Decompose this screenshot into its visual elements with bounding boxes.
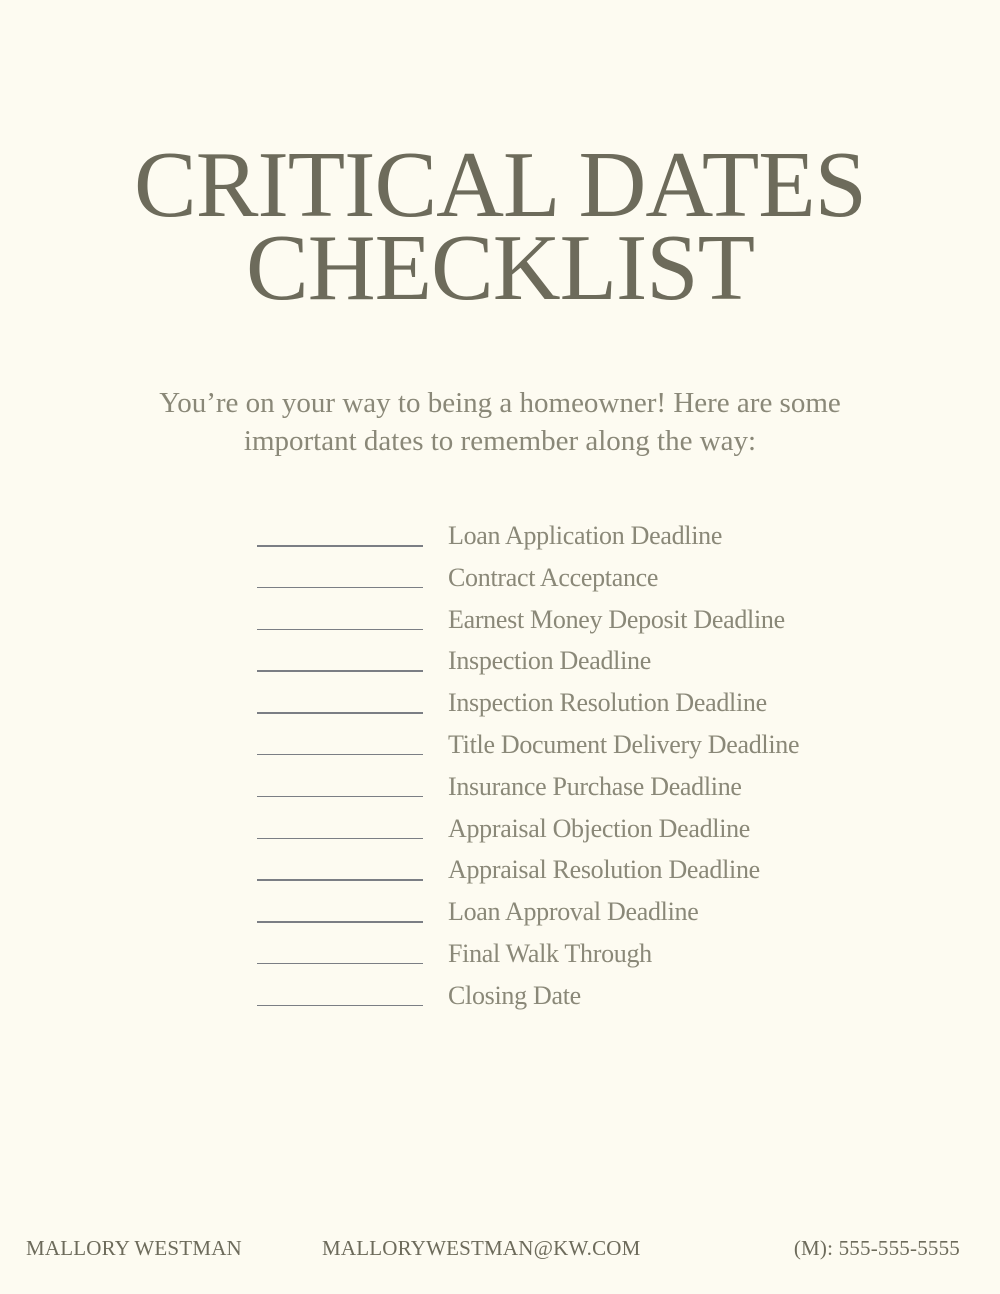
- date-fill-in-line[interactable]: [257, 921, 423, 923]
- agent-phone[interactable]: (M): 555-555-5555: [793, 1236, 960, 1260]
- checklist-item-label: Final Walk Through: [448, 938, 652, 968]
- date-fill-in-line[interactable]: [257, 712, 423, 714]
- date-fill-in-line[interactable]: [257, 1005, 423, 1007]
- checklist-item-inspection-resolution: [257, 685, 897, 727]
- checklist-item-label: Earnest Money Deposit Deadline: [448, 604, 785, 634]
- checklist-item-label: Inspection Resolution Deadline: [448, 688, 767, 718]
- agent-name: MALLORY WESTMAN: [26, 1236, 242, 1260]
- checklist-item-inspection: [257, 643, 897, 685]
- checklist-item-label: Loan Application Deadline: [448, 521, 723, 550]
- checklist-item-label: Inspection Deadline: [448, 646, 651, 676]
- date-fill-in-line[interactable]: [257, 545, 423, 547]
- date-fill-in-line[interactable]: [257, 838, 423, 840]
- checklist-item-contract-acceptance: [257, 560, 897, 602]
- checklist-item-appraisal-objection: [257, 811, 897, 853]
- checklist-item-insurance-purchase: [257, 769, 897, 811]
- date-fill-in-line[interactable]: [257, 629, 423, 631]
- checklist-item-label: Appraisal Resolution Deadline: [448, 855, 760, 885]
- date-fill-in-line[interactable]: [257, 754, 423, 756]
- checklist-item-appraisal-resolution: [257, 852, 897, 894]
- checklist-item-final-walk-through: [257, 936, 897, 978]
- checklist-item-earnest-money: [257, 602, 897, 644]
- date-fill-in-line[interactable]: [257, 796, 423, 798]
- date-fill-in-line[interactable]: [257, 670, 423, 672]
- date-fill-in-line[interactable]: [257, 963, 423, 965]
- checklist-item-loan-application: [257, 518, 897, 560]
- contact-footer: [0, 1236, 1000, 1268]
- date-fill-in-line[interactable]: [257, 879, 423, 881]
- intro-paragraph: [100, 384, 900, 460]
- checklist-item-label: Title Document Delivery Deadline: [448, 729, 800, 759]
- checklist-item-label: Contract Acceptance: [448, 562, 659, 592]
- page-title-line-2: CHECKLIST: [246, 216, 754, 320]
- checklist-item-loan-approval: [257, 894, 897, 936]
- page-title-line-1: CRITICAL DATES: [134, 133, 866, 237]
- date-fill-in-line[interactable]: [257, 587, 423, 589]
- checklist-item-title-document: [257, 727, 897, 769]
- critical-dates-checklist: [257, 518, 897, 1020]
- checklist-item-label: Insurance Purchase Deadline: [448, 771, 742, 801]
- agent-email-link[interactable]: MALLORYWESTMAN@KW.COM: [322, 1236, 641, 1260]
- checklist-item-label: Appraisal Objection Deadline: [448, 813, 751, 843]
- checklist-item-label: Loan Approval Deadline: [448, 897, 699, 927]
- checklist-item-label: Closing Date: [448, 980, 581, 1010]
- intro-line-2: important dates to remember along the way:: [243, 425, 757, 457]
- checklist-item-closing-date: [257, 978, 897, 1020]
- intro-line-1: You’re on your way to being a homeowner! Here are some: [159, 387, 841, 419]
